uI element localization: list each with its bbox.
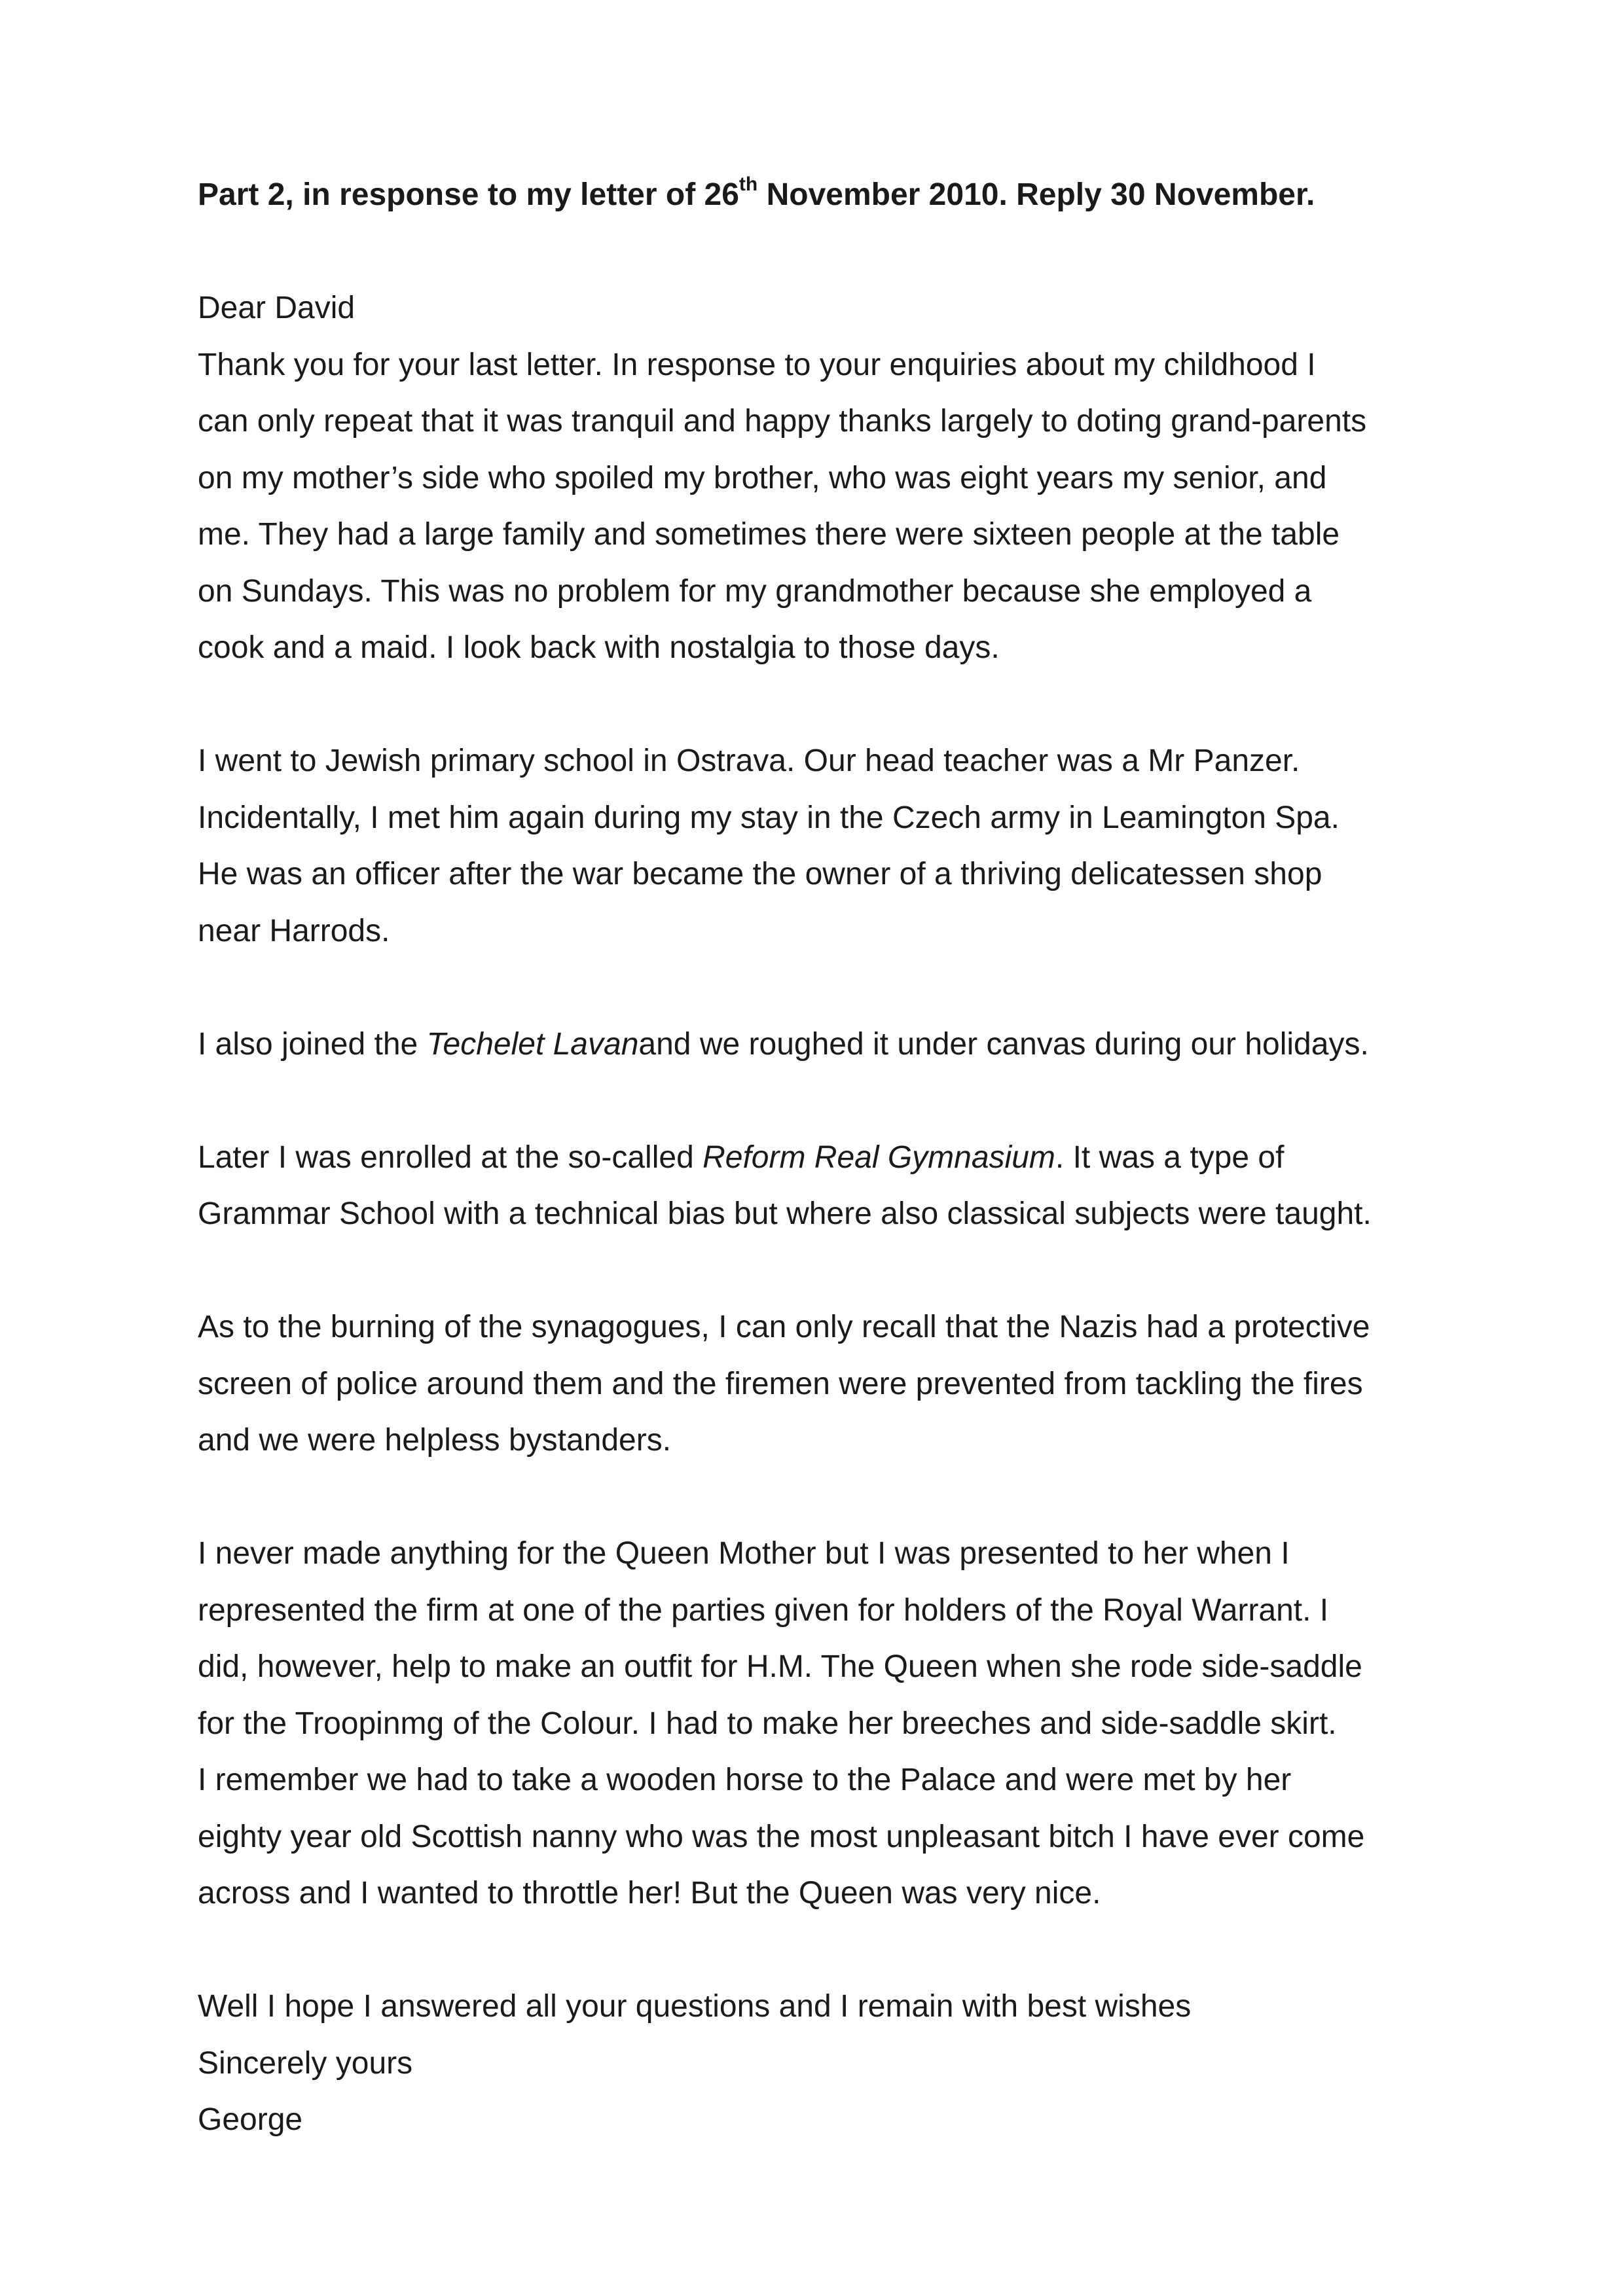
italic-term: Reform Real Gymnasium <box>702 1139 1055 1175</box>
valediction: Sincerely yours <box>198 2045 413 2081</box>
text-line: eighty year old Scottish nanny who was the most unpleasant bitch I have ever come <box>198 1819 1365 1854</box>
spacer <box>198 1243 1442 1300</box>
text-line: As to the burning of the synagogues, I can only recall that the Nazis had a protective <box>198 1310 1370 1344</box>
paragraph-gymnasium <box>198 1130 1442 1243</box>
paragraph-queen <box>198 1526 1442 1922</box>
text-line: did, however, help to make an outfit for H.M. The Queen when she rode side-saddle <box>198 1649 1362 1684</box>
greeting: Dear David <box>198 291 356 325</box>
spacer <box>198 677 1442 734</box>
closing <box>198 1979 1442 2149</box>
letter-heading: Part 2, in response to my letter of 26th November 2010. Reply 30 November. <box>198 173 1315 212</box>
paragraph-childhood <box>198 337 1442 677</box>
spacer <box>198 960 1442 1016</box>
text-line: screen of police around them and the firemen were prevented from tackling the fires <box>198 1366 1363 1401</box>
text-line: and we were helpless bystanders. <box>198 1423 672 1458</box>
paragraph-techelet: I also joined the Techelet Lavanand we roughed it under canvas during our holidays. <box>198 1026 1369 1062</box>
text-line: can only repeat that it was tranquil and happy thanks largely to doting grand-parents <box>198 404 1367 439</box>
paragraph-synagogues <box>198 1299 1442 1469</box>
text-line: represented the firm at one of the parties given for holders of the Royal Warrant. I <box>198 1592 1329 1628</box>
text-line: for the Troopinmg of the Colour. I had to make her breeches and side-saddle skirt. <box>198 1706 1337 1741</box>
paragraph-school <box>198 733 1442 960</box>
text-line: I never made anything for the Queen Mother but I was presented to her when I <box>198 1536 1290 1571</box>
text-line: me. They had a large family and sometimes there were sixteen people at the table <box>198 517 1340 552</box>
text-line: across and I wanted to throttle her! But the Queen was very nice. <box>198 1876 1101 1910</box>
text-line: cook and a maid. I look back with nostalgia to those days. <box>198 630 1000 665</box>
text-line: I remember we had to take a wooden horse to the Palace and were met by her <box>198 1763 1292 1797</box>
text-line: near Harrods. <box>198 913 390 948</box>
text-line: on my mother’s side who spoiled my brother, who was eight years my senior, and <box>198 460 1327 495</box>
spacer <box>198 1922 1442 1979</box>
text-line: on Sundays. This was no problem for my grandmother because she employed a <box>198 573 1312 609</box>
signature-name: George <box>198 2102 303 2137</box>
text-line: Grammar School with a technical bias but where also classical subjects were taught. <box>198 1196 1372 1231</box>
text-line: He was an officer after the war became the owner of a thriving delicatessen shop <box>198 857 1322 891</box>
closing-line: Well I hope I answered all your questions and I remain with best wishes <box>198 1989 1192 2024</box>
letter-body <box>198 167 1442 2149</box>
text-line: Incidentally, I met him again during my stay in the Czech army in Leamington Spa. <box>198 800 1340 835</box>
text-line: Later I was enrolled at the so-called Reform Real Gymnasium. It was a type of <box>198 1139 1285 1175</box>
text-line: I went to Jewish primary school in Ostrava. Our head teacher was a Mr Panzer. <box>198 744 1300 778</box>
text-line: Thank you for your last letter. In response to your enquiries about my childhood I <box>198 347 1316 382</box>
spacer <box>198 224 1442 281</box>
spacer <box>198 1469 1442 1526</box>
italic-term: Techelet Lavan <box>426 1026 639 1062</box>
heading-superscript: th <box>739 173 758 195</box>
spacer <box>198 1073 1442 1130</box>
